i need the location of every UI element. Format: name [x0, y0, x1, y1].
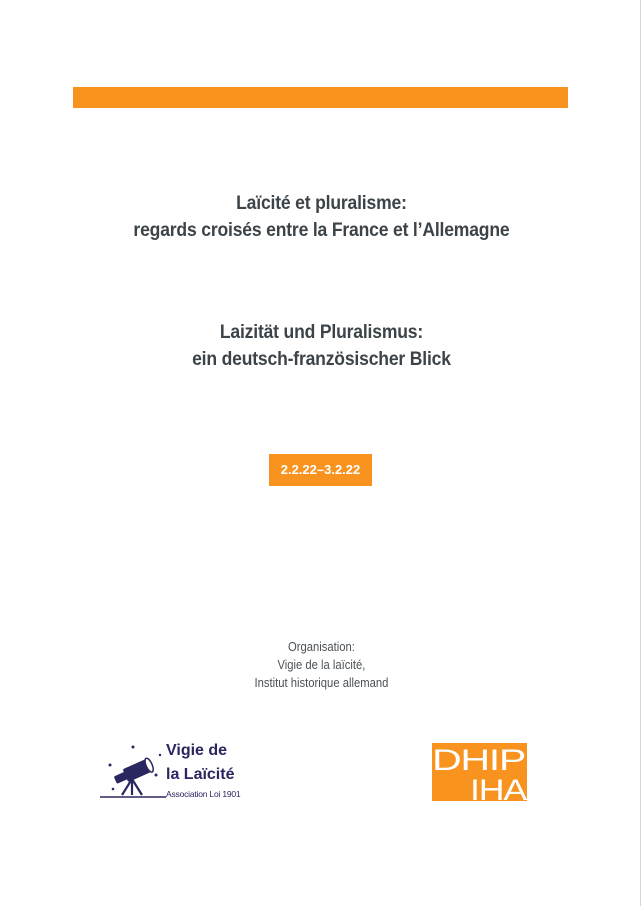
vigie-logo-line1: Vigie de: [166, 742, 228, 759]
organisation-iha: Institut historique allemand: [254, 676, 389, 690]
organisation-label: Organisation:: [287, 640, 355, 654]
title-german-line2: ein deutsch-französischer Blick: [192, 348, 451, 370]
telescope-icon: [100, 733, 166, 803]
page-edge-line: [640, 0, 641, 906]
dhip-iha-logo: [432, 743, 527, 801]
dhip-logo-top-text: DHIP: [432, 744, 525, 777]
title-german: [32, 319, 611, 373]
title-french-line1: Laïcité et pluralisme:: [236, 192, 407, 214]
vigie-logo-name: [166, 739, 234, 787]
vigie-laicite-logo: [100, 733, 265, 803]
title-french-line2: regards croisés entre la France et l’Allemagne: [133, 219, 510, 241]
title-french: [32, 190, 611, 244]
organisation-vigie: Vigie de la laïcité,: [277, 658, 366, 672]
title-german-line1: Laizität und Pluralismus:: [219, 321, 424, 343]
top-accent-bar: [73, 87, 568, 108]
dhip-logo-bottom-text: IHA: [470, 774, 527, 801]
organisation-block: [32, 638, 611, 692]
date-badge: 2.2.22–3.2.22: [269, 454, 372, 486]
vigie-logo-subtitle: Association Loi 1901: [166, 789, 241, 799]
vigie-logo-line2: la Laïcité: [166, 766, 235, 783]
